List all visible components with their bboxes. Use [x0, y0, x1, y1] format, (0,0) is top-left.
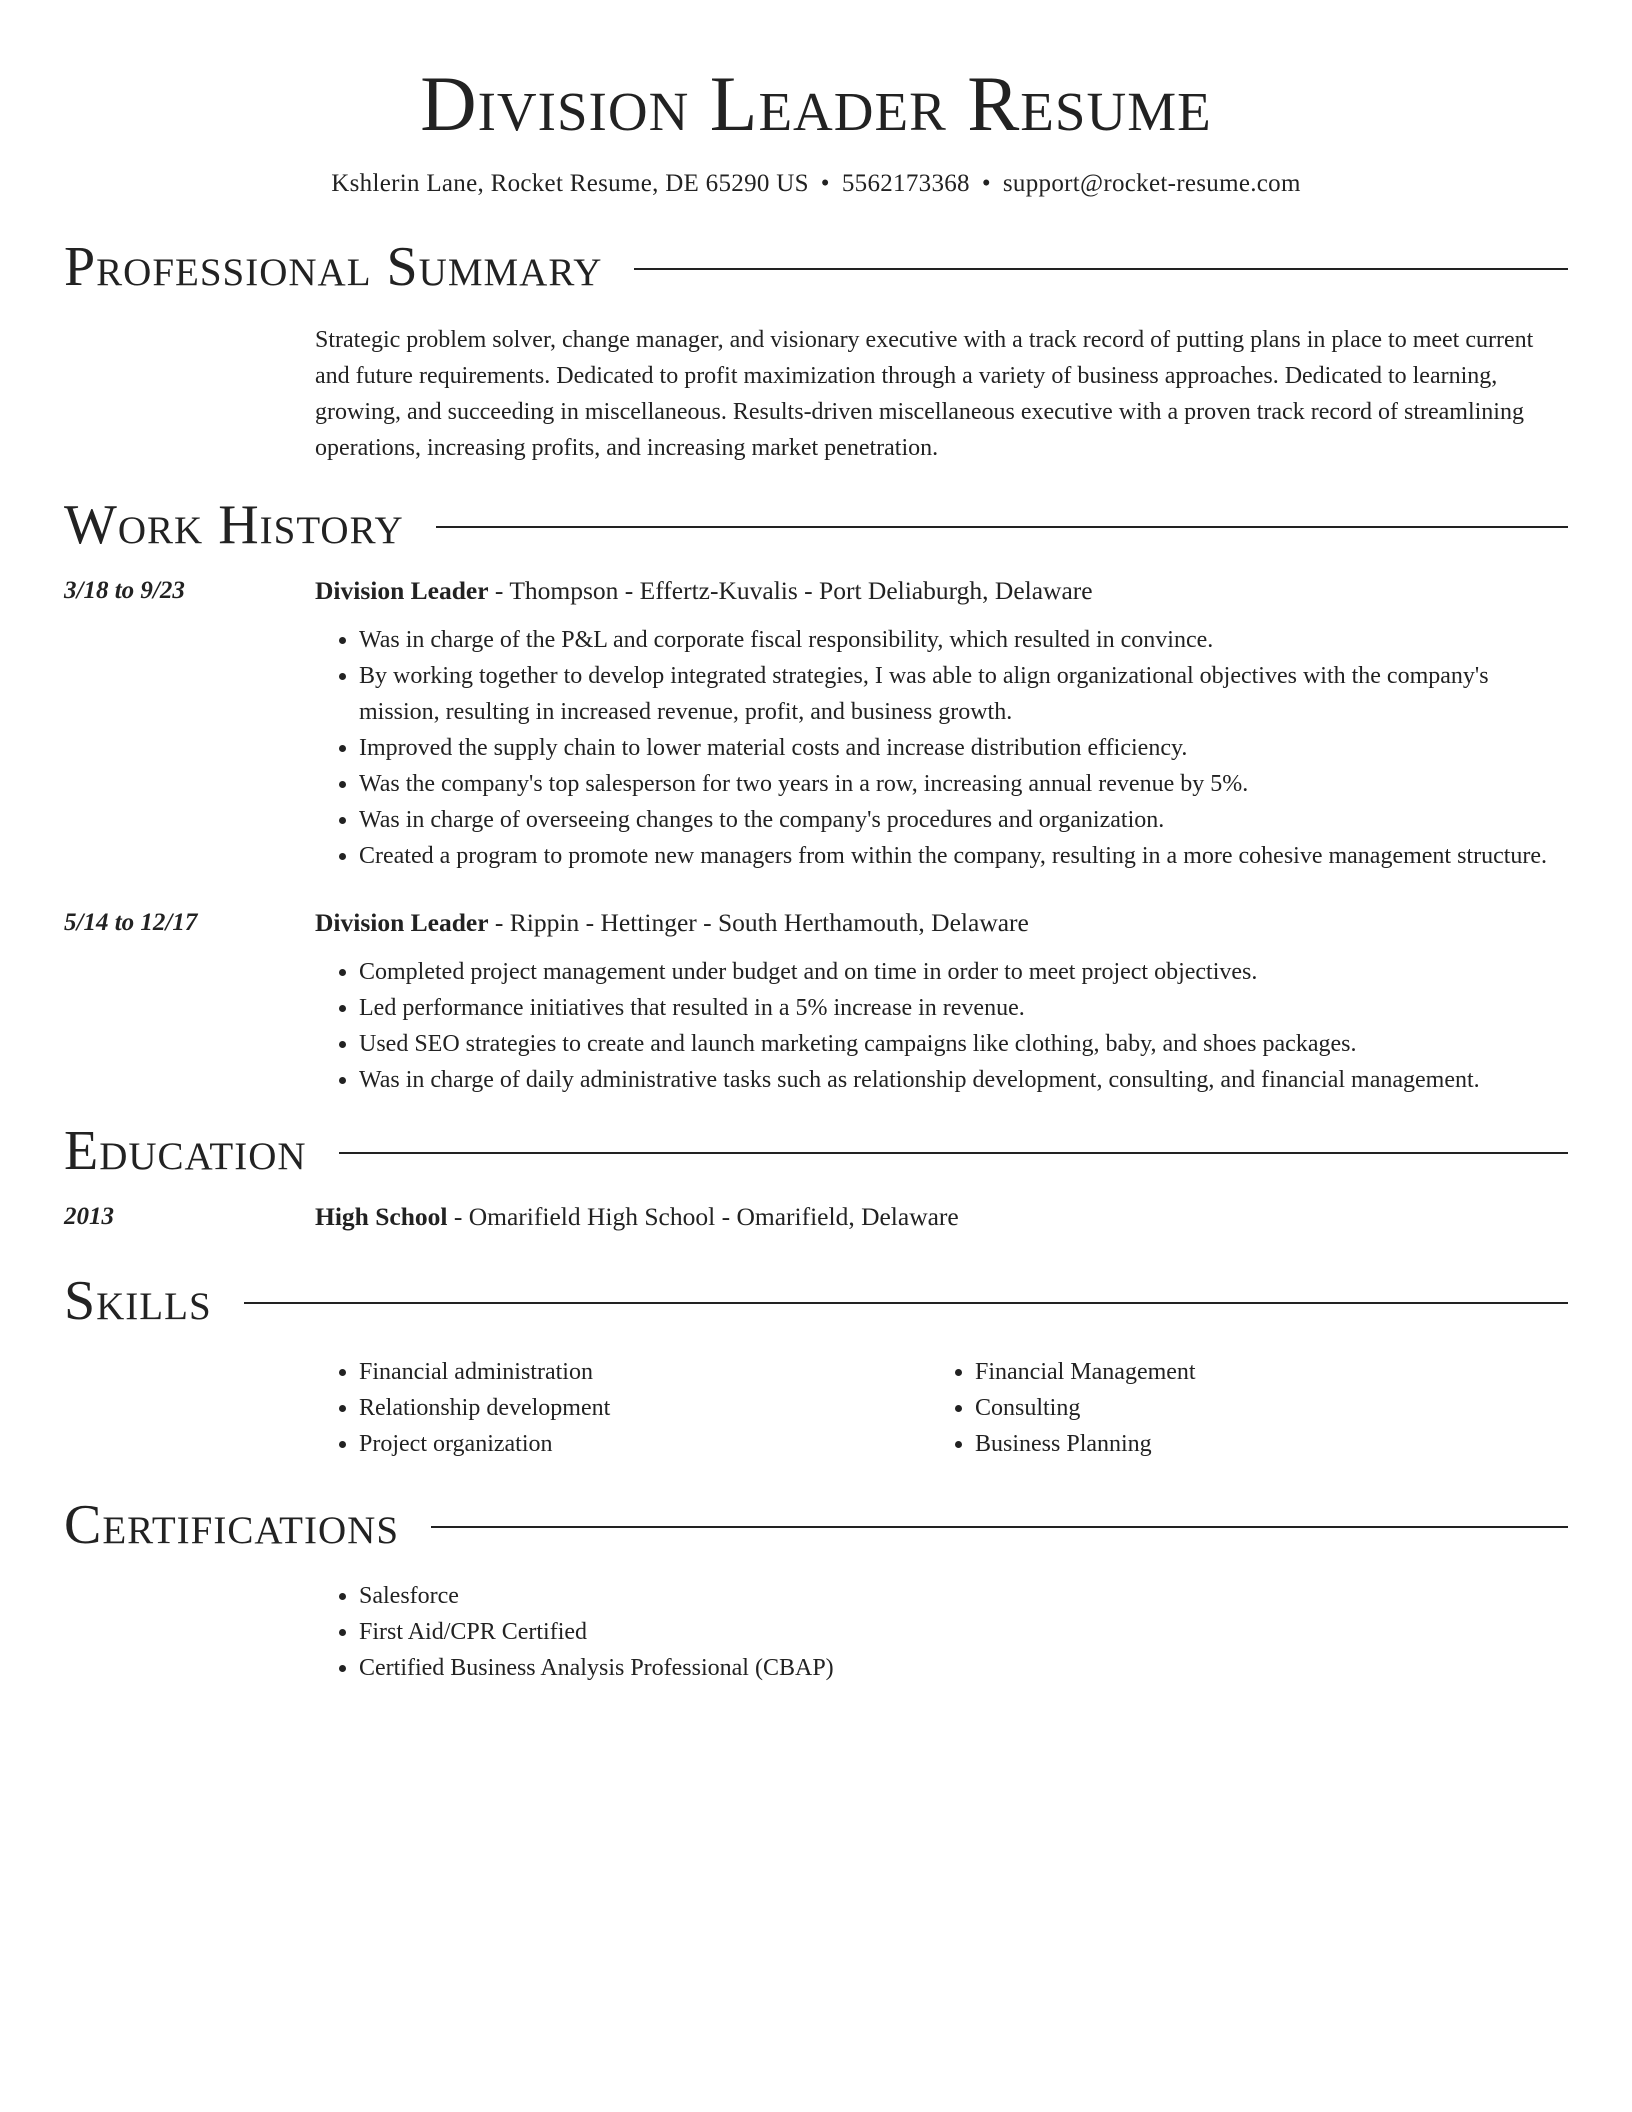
job-bullets: [315, 954, 1568, 1098]
work-heading: Work History: [64, 494, 404, 556]
job-dates: 5/14 to 12/17: [64, 909, 198, 936]
skill-item: • Business Planning: [975, 1426, 1547, 1462]
job-bullet: • Used SEO strategies to create and launch marketing campaigns like clothing, baby, and shoes packages.: [359, 1026, 1568, 1062]
education-degree: High School: [315, 1202, 448, 1231]
skills-section-header: [64, 1268, 1568, 1334]
contact-separator: •: [820, 170, 830, 197]
job-title: Division Leader: [315, 576, 489, 605]
skills-heading: Skills: [64, 1270, 212, 1332]
certification-item: • Certified Business Analysis Professional (CBAP): [359, 1650, 1568, 1686]
job-entry: [64, 906, 1568, 1098]
contact-email: support@rocket-resume.com: [1002, 170, 1301, 197]
section-divider: [431, 1526, 1568, 1528]
skill-item: • Project organization: [359, 1426, 931, 1462]
skill-item: • Financial Management: [975, 1354, 1547, 1390]
certifications-section-header: [64, 1492, 1568, 1558]
summary-section-header: [64, 234, 1568, 300]
education-body: [315, 1200, 1568, 1234]
certification-item: • First Aid/CPR Certified: [359, 1614, 1568, 1650]
contact-line: [64, 168, 1568, 200]
education-heading: Education: [64, 1120, 307, 1182]
skills-column-right: [931, 1354, 1547, 1462]
certification-item: • Salesforce: [359, 1578, 1568, 1614]
job-title-line: [315, 574, 1568, 608]
job-bullet: • Was in charge of the P&L and corporate fiscal responsibility, which resulted in convince.: [359, 622, 1568, 658]
contact-phone: 5562173368: [841, 170, 970, 197]
section-divider: [436, 526, 1568, 528]
education-school: - Omarifield High School - Omarifield, Delaware: [447, 1202, 959, 1231]
job-employer: - Rippin - Hettinger - South Herthamouth, Delaware: [488, 908, 1029, 937]
job-bullet: • Completed project management under budget and on time in order to meet project objectives.: [359, 954, 1568, 990]
summary-text: Strategic problem solver, change manager, and visionary executive with a track record of putting plans in place to meet current and future requirements. Dedicated to profit maximization through a variety of business approaches. Dedicated to learning, growing, and succeeding in miscellaneous. Results-driven miscellaneous executive with a proven track record of streamlining operations, increasing profits, and increasing market penetration.: [315, 327, 1534, 461]
contact-separator: •: [981, 170, 991, 197]
skill-item: • Consulting: [975, 1390, 1547, 1426]
job-dates: 3/18 to 9/23: [64, 577, 185, 604]
certifications-list: [64, 1578, 1568, 1686]
job-bullets: [315, 622, 1568, 874]
job-body: [315, 906, 1568, 1098]
job-title: Division Leader: [315, 908, 489, 937]
job-bullet: • Created a program to promote new managers from within the company, resulting in a more cohesive management structure.: [359, 838, 1568, 874]
job-title-line: [315, 906, 1568, 940]
education-year: 2013: [64, 1203, 114, 1230]
contact-address: Kshlerin Lane, Rocket Resume, DE 65290 US: [331, 170, 809, 197]
job-employer: - Thompson - Effertz-Kuvalis - Port Deliaburgh, Delaware: [488, 576, 1093, 605]
work-section-header: [64, 492, 1568, 558]
job-bullet: • By working together to develop integrated strategies, I was able to align organizational objectives with the company's mission, resulting in increased revenue, profit, and business growth.: [359, 658, 1568, 730]
job-entry: [64, 574, 1568, 874]
skills-column-left: [315, 1354, 931, 1462]
job-bullet: • Was in charge of overseeing changes to the company's procedures and organization.: [359, 802, 1568, 838]
section-divider: [634, 268, 1568, 270]
job-bullet: • Was the company's top salesperson for two years in a row, increasing annual revenue by 5%.: [359, 766, 1568, 802]
job-bullet: • Was in charge of daily administrative tasks such as relationship development, consulting, and financial management.: [359, 1062, 1568, 1098]
job-body: [315, 574, 1568, 874]
job-bullet: • Improved the supply chain to lower material costs and increase distribution efficiency.: [359, 730, 1568, 766]
certifications-items: [315, 1578, 1568, 1686]
section-divider: [339, 1152, 1568, 1154]
skill-item: • Relationship development: [359, 1390, 931, 1426]
education-line: [315, 1200, 1568, 1234]
job-bullet: • Led performance initiatives that resulted in a 5% increase in revenue.: [359, 990, 1568, 1026]
resume-title: Division Leader Resume: [420, 60, 1212, 147]
skills-list: [64, 1354, 1568, 1462]
certifications-heading: Certifications: [64, 1494, 400, 1556]
education-section-header: [64, 1118, 1568, 1184]
section-divider: [244, 1302, 1568, 1304]
education-entry: [64, 1200, 1568, 1234]
summary-heading: Professional Summary: [64, 236, 603, 298]
resume-page: [64, 0, 1568, 1686]
skill-item: • Financial administration: [359, 1354, 931, 1390]
